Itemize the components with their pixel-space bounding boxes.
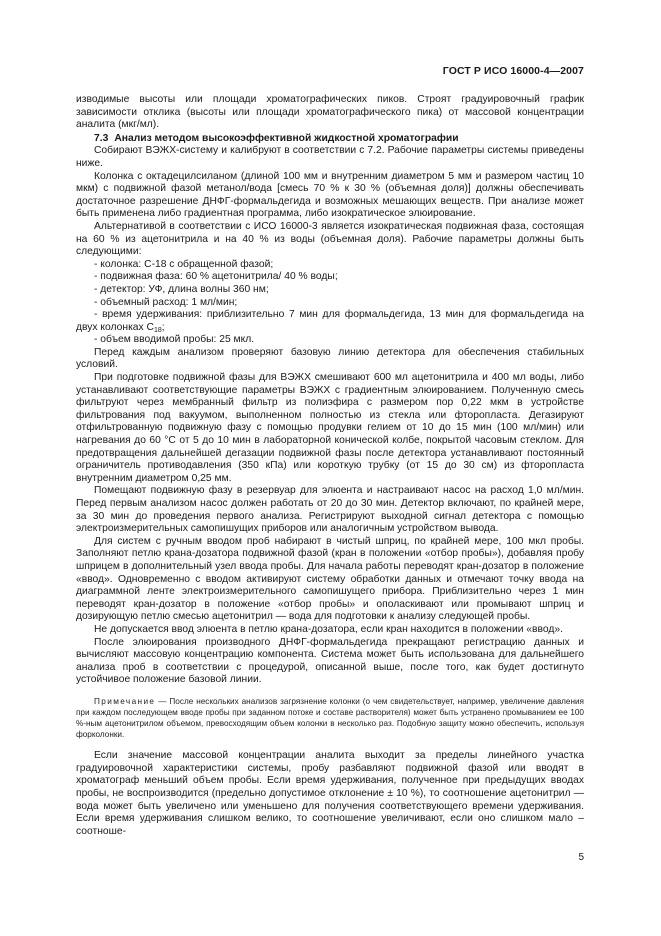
list-item: - подвижная фаза: 60 % ацетонитрила/ 40 % воды;: [94, 271, 338, 283]
document-body: [76, 94, 584, 838]
note-label: Примечание: [94, 696, 156, 706]
list-item-retention-time: [76, 309, 584, 334]
list-item: - объемный расход: 1 мл/мин;: [94, 296, 238, 308]
paragraph-pump: Помещают подвижную фазу в резервуар для элюента и настраивают насос на расход 1,0 мл/мин. Перед первым анализом насос должен работать от 20 до 30 мин. Детектор включают, по крайней мере, за 30 мин до проведения первого анализа. Регистрируют выходной сигнал детектора с помощью электроизмерительных самопишущих приборов или аналогичным устройством вывода.: [76, 485, 584, 535]
section-title: Анализ методом высокоэффективной жидкостной хроматографии: [114, 132, 459, 144]
retention-time-end: ;: [161, 321, 165, 333]
standard-header: ГОСТ Р ИСО 16000-4—2007: [442, 65, 584, 77]
note: [76, 696, 584, 740]
paragraph-alternative: Альтернативой в соответствии с ИСО 16000-3 является изократическая подвижная фаза, состоящая на 60 % из ацетонитрила и на 40 % из воды (объемная доля). Рабочие параметры должны быть следующими:: [76, 220, 584, 258]
retention-time-subscript: 18: [153, 326, 162, 334]
paragraph-warning: Не допускается ввод элюента в петлю крана-дозатора, если кран находится в положении «ввод».: [94, 623, 563, 635]
paragraph-mobile-phase: При подготовке подвижной фазы для ВЭЖХ смешивают 600 мл ацетонитрила и 400 мл воды, либо устанавливают соответствующие параметры ВЭЖХ с градиентным элюированием. Полученную смесь фильтруют через мембранный фильтр из полиэфира с размером пор 0,22 мкм в устройстве фильтрования под вакуумом, выполненном полностью из стекла или фторопласта. Дегазируют отфильтрованную подвижную фазу с помощью продувки гелием от 10 до 15 мин (100 мл/мин) или нагревания до 60 °С от 5 до 10 мин в лабораторной конической колбе, покрытой часовым стеклом. Для предотвращения дальнейшей дегазации подвижной фазы после детектора устанавливают постоянный ограничитель противодавления (350 кПа) или короткую трубку (от 15 до 30 см) из фторопласта внутренним диаметром 0,25 мм.: [76, 372, 584, 484]
list-item: - объем вводимой пробы: 25 мкл.: [94, 334, 255, 346]
paragraph-assembly: Собирают ВЭЖХ-систему и калибруют в соответствии с 7.2. Рабочие параметры системы приведены ниже.: [76, 145, 584, 169]
section-heading: [76, 133, 584, 146]
list-item: - колонка: С-18 с обращенной фазой;: [94, 258, 274, 270]
page-number: 5: [578, 852, 584, 863]
intro-paragraph: изводимые высоты или площади хроматографических пиков. Строят градуировочный график зависимости отклика (высоты или площади хроматографического пика) от массовой концентрации аналита (мкг/мл).: [76, 94, 584, 131]
section-number: 7.3: [94, 132, 109, 144]
note-text: — После нескольких анализов загрязнение колонки (о чем свидетельствует, например, увеличение давления при каждом последующем вводе пробы при заданном потоке и составе растворителя) может быть устранено промыванием ее 100 %-ным ацетонитрилом объемом, превосходящим объем колонки в несколько раз. Подобную защиту можно обеспечить, используя форколонки.: [76, 696, 584, 740]
paragraph-baseline: Перед каждым анализом проверяют базовую линию детектора для обеспечения стабильных условий.: [76, 346, 584, 371]
retention-time-text: - время удерживания: приблизительно 7 мин для формальдегида, 13 мин для формальдегида на двух колонках С: [76, 309, 584, 333]
document-page: [76, 0, 584, 936]
list-item: - детектор: УФ, длина волны 360 нм;: [94, 283, 269, 295]
paragraph-dilution: Если значение массовой концентрации аналита выходит за пределы линейного участка градуировочной характеристики системы, пробу разбавляют подвижной фазой или вводят в хроматограф меньший объем пробы. Если время удерживания, полученное при предыдущих вводах пробы, не воспроизводится (предельно допустимое отклонение ± 10 %), то соотношение ацетонитрил — вода может быть увеличено или уменьшено для получения соответствующего времени удерживания. Если время удерживания слишком велико, то соотношение увеличивают, если оно слишком мало – соотноше-: [76, 750, 584, 837]
paragraph-manual-injection: Для систем с ручным вводом проб набирают в чистый шприц, по крайней мере, 100 мкл пробы. Заполняют петлю крана-дозатора подвижной фазой (кран в положении «отбор пробы»), добавляя пробу шприцем в дополнительный узел ввода пробы. Для начала работы переводят кран-дозатор в положение «ввод». Одновременно с вводом активируют систему обработки данных и отмечают точку ввода на диаграммной ленте электроизмерительного самопишущего прибора. Приблизительно через 1 мин переводят кран-дозатор в положение «отбор пробы» и ополаскивают или промывают шприц и дозирующую петлю смесью ацетонитрил — вода для подготовки к анализу следующей пробы.: [76, 535, 584, 623]
paragraph-elution: После элюирования производного ДНФГ-формальдегида прекращают регистрацию данных и вычисляют массовую концентрацию компонента. Система может быть использована для дальнейшего анализа проб в соответствии с процедурой, описанной выше, после того, как будет достигнуто устойчивое положение базовой линии.: [76, 636, 584, 686]
paragraph-column: Колонка с октадецилсиланом (длиной 100 мм и внутренним диаметром 5 мм и размером частиц 10 мкм) с подвижной фазой метанол/вода [смесь 70 % к 30 % (объемная доля)] должны обеспечивать достаточное разрешение ДНФГ-формальдегида и возможных мешающих веществ. При анализе может быть применена либо градиентная программа, либо изократическое элюирование.: [76, 170, 584, 220]
